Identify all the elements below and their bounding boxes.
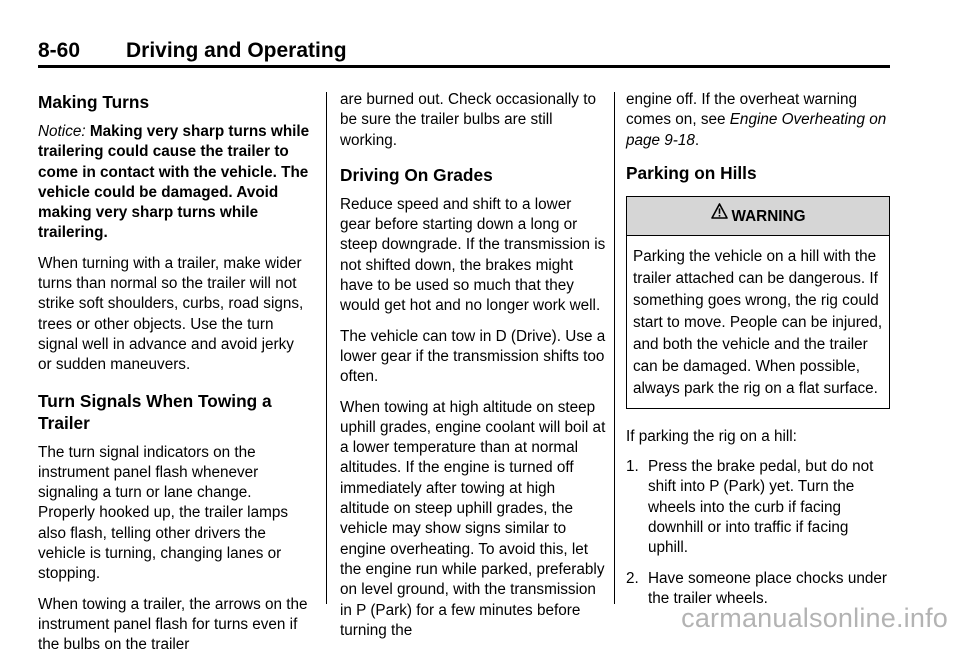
making-turns-body: When turning with a trailer, make wider turns than normal so the trailer will not strike soft shoulders, curbs, road signs, trees or other objects. Use the turn signal well in advance and avoid jerky or sudden maneuvers.	[38, 254, 304, 374]
grades-body-2: The vehicle can tow in D (Drive). Use a lower gear if the transmission shifts too often.	[340, 327, 606, 386]
warning-box	[626, 196, 890, 409]
warning-text: Parking the vehicle on a hill with the trailer attached can be dangerous. If something goes wrong, the rig could start to move. People can be injured, and both the vehicle and the trailer can be damaged. When possible, always park the rig on a flat surface.	[633, 247, 883, 397]
heading-making-turns: Making Turns	[38, 92, 150, 112]
warning-title: WARNING	[731, 207, 806, 225]
header-rule	[38, 65, 890, 68]
notice-text: Making very sharp turns while trailering could cause the trailer to come in contact with the vehicle. The vehicle could be damaged. Avoid making very sharp turns while trailering.	[38, 123, 310, 242]
grades-body-1: Reduce speed and shift to a lower gear before starting down a long or steep downgrade. If the transmission is not shifted down, the brakes might have to be used so much that they would get hot and no longer work well.	[340, 195, 606, 315]
parking-intro: If parking the rig on a hill:	[626, 427, 797, 445]
cross-reference-link[interactable]: Engine Overheating on page 9-18	[626, 111, 887, 149]
list-item	[626, 457, 890, 558]
turn-signals-body-1: The turn signal indicators on the instrument panel flash whenever signaling a turn or lane change. Properly hooked up, the trailer lamps also flash, telling other drivers the vehicle is turning, changing lanes or stopping.	[38, 443, 288, 583]
list-item-number: 1.	[626, 458, 639, 476]
heading-parking-on-hills: Parking on Hills	[626, 162, 757, 183]
continued-prefix: engine off. If the overheat warning comes on, see	[626, 91, 858, 129]
notice-label: Notice:	[38, 123, 86, 140]
heading-driving-on-grades: Driving On Grades	[340, 164, 493, 185]
continued-suffix: .	[694, 131, 700, 149]
warning-triangle-icon	[711, 195, 728, 234]
column-1	[38, 84, 310, 656]
list-item-text: Press the brake pedal, but do not shift into P (Park) yet. Turn the wheels into the curb if facing downhill or into traffic if facing uphill.	[648, 458, 874, 557]
column-2	[340, 84, 606, 641]
turn-signals-body-2: When towing a trailer, the arrows on the instrument panel flash for turns even if the bulbs on the trailer	[38, 595, 308, 654]
grades-body-3: When towing at high altitude on steep uphill grades, engine coolant will boil at a lower temperature than at normal altitudes. If the engine is turned off immediately after towing at high altitude on steep uphill grades, the vehicle may show signs similar to engine overheating. To avoid this, let the engine run while parked, preferably on level ground, with the transmission in P (Park) for a few minutes before turning the	[340, 398, 606, 639]
notice-paragraph	[38, 122, 310, 244]
warning-header	[627, 197, 889, 236]
section-title: Driving and Operating	[126, 39, 347, 62]
list-item-text: Have someone place chocks under the trailer wheels.	[648, 569, 887, 607]
page-header	[38, 36, 890, 68]
continued-text-engine	[626, 90, 890, 151]
continued-text: are burned out. Check occasionally to be sure the trailer bulbs are still working.	[340, 91, 596, 149]
heading-turn-signals: Turn Signals When Towing a Trailer	[38, 390, 272, 433]
list-item-number: 2.	[626, 569, 639, 587]
column-divider-2	[614, 92, 615, 604]
page-number: 8-60	[38, 39, 81, 62]
column-divider-1	[326, 92, 327, 604]
watermark: carmanualsonline.info	[681, 603, 948, 633]
column-3	[626, 84, 890, 609]
